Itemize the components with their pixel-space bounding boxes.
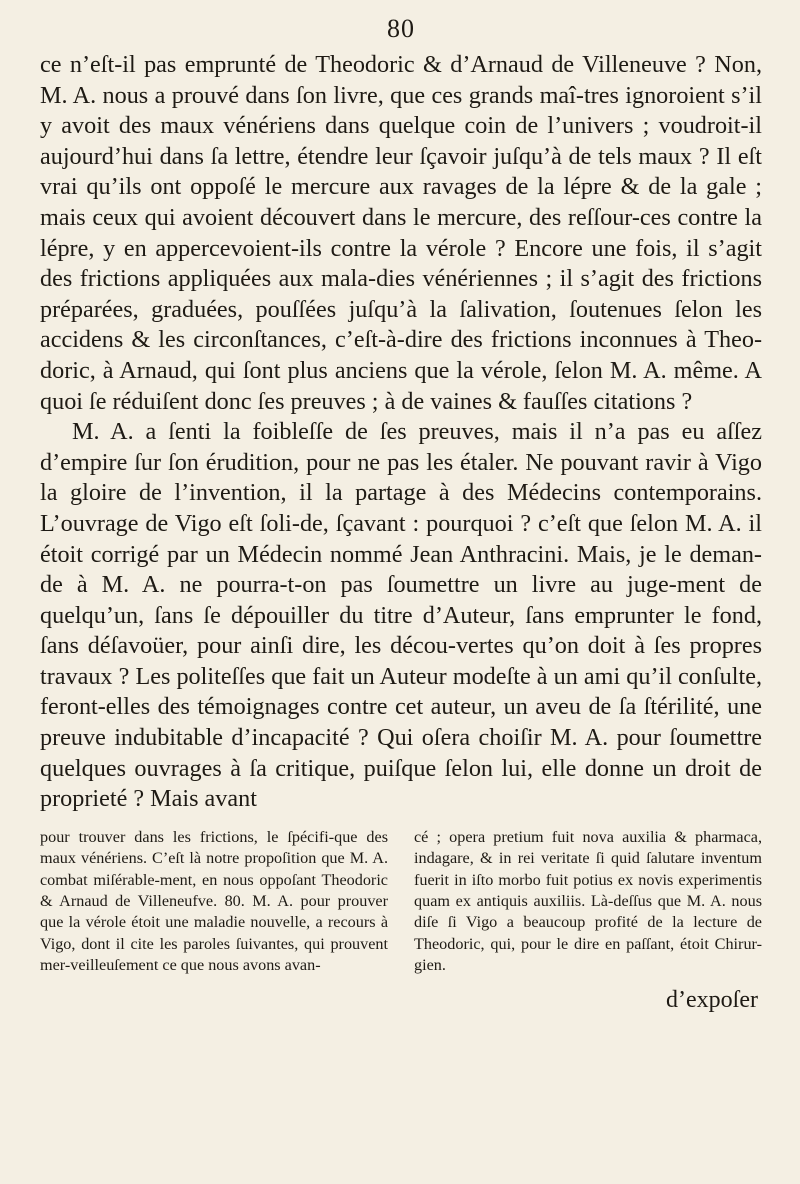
- footnote-left-column: pour trouver dans les frictions, le ſpécifi-que des maux vénériens. C’eſt là notre propoſition que M. A. combat miſérable-ment, en nous oppoſant Theodoric & Arnaud de Villeneufve. 80. M. A. pour prouver que la vérole étoit une maladie nouvelle, a recours à Vigo, dont il cite les paroles ſuivantes, qui prouvent mer-veilleuſement ce que nous avons avan-: [40, 827, 388, 975]
- paragraph-2: M. A. a ſenti la foibleſſe de ſes preuves, mais il n’a pas eu aſſez d’empire ſur ſon érudition, pour ne pas les étaler. Ne pouvant ravir à Vigo la gloire de l’invention, il la partage à des Médecins contemporains. L’ouvrage de Vigo eſt ſoli-de, ſçavant : pourquoi ? c’eſt que ſelon M. A. il étoit corrigé par un Médecin nommé Jean Anthracini. Mais, je le deman-de à M. A. ne pourra-t-on pas ſoumettre un livre au juge-ment de quelqu’un, ſans ſe dépouiller du titre d’Auteur, ſans emprunter le fond, ſans déſavoüer, pour ainſi dire, les décou-vertes qu’on doit à ſes propres travaux ? Les politeſſes que fait un Auteur modeſte à un ami qu’il conſulte, feront-elles des témoignages contre cet auteur, un aveu de ſa ſtérilité, une preuve indubitable d’incapacité ? Qui oſera choiſir M. A. pour ſoumettre quelques ouvrages à ſa critique, puiſque ſelon lui, elle donne un droit de proprieté ? Mais avant: [40, 418, 762, 813]
- main-text: [40, 50, 762, 815]
- book-page: [40, 14, 762, 1174]
- footnote-right-column: cé ; opera pretium fuit nova auxilia & pharmaca, indagare, & in rei veritate ſi quid ſalutare inventum fuerit in iſto morbo fuit potius ex novis experimentis quam ex antiquis auxiliis. Là-deſſus que M. A. nous diſe ſi Vigo a beaucoup profité de la lecture de Theodoric, qui, pour le dire en paſſant, étoit Chirur-gien.: [414, 827, 762, 975]
- paragraph-1: ce n’eſt-il pas emprunté de Theodoric & d’Arnaud de Villeneuve ? Non, M. A. nous a prouvé dans ſon livre, que ces grands maî-tres ignoroient s’il y avoit des maux vénériens dans quelque coin de l’univers ; voudroit-il aujourd’hui dans ſa lettre, étendre leur ſçavoir juſqu’à de tels maux ? Il eſt vrai qu’ils ont oppoſé le mercure aux ravages de la lépre & de la gale ; mais ceux qui avoient découvert dans le mercure, des reſſour-ces contre la lépre, y en appercevoient-ils contre la vérole ? Encore une fois, il s’agit des frictions appliquées aux mala-dies vénériennes ; il s’agit des frictions préparées, graduées, pouſſées juſqu’à la ſalivation, ſoutenues ſelon les accidens & les circonſtances, c’eſt-à-dire des frictions inconnues à Theo-doric, à Arnaud, qui ſont plus anciens que la vérole, ſelon M. A. même. A quoi ſe réduiſent donc ſes preuves ; à de vaines & fauſſes citations ?: [40, 51, 762, 415]
- catchword: d’expoſer: [666, 986, 758, 1013]
- footnotes: [40, 827, 762, 977]
- page-number: 80: [387, 14, 415, 43]
